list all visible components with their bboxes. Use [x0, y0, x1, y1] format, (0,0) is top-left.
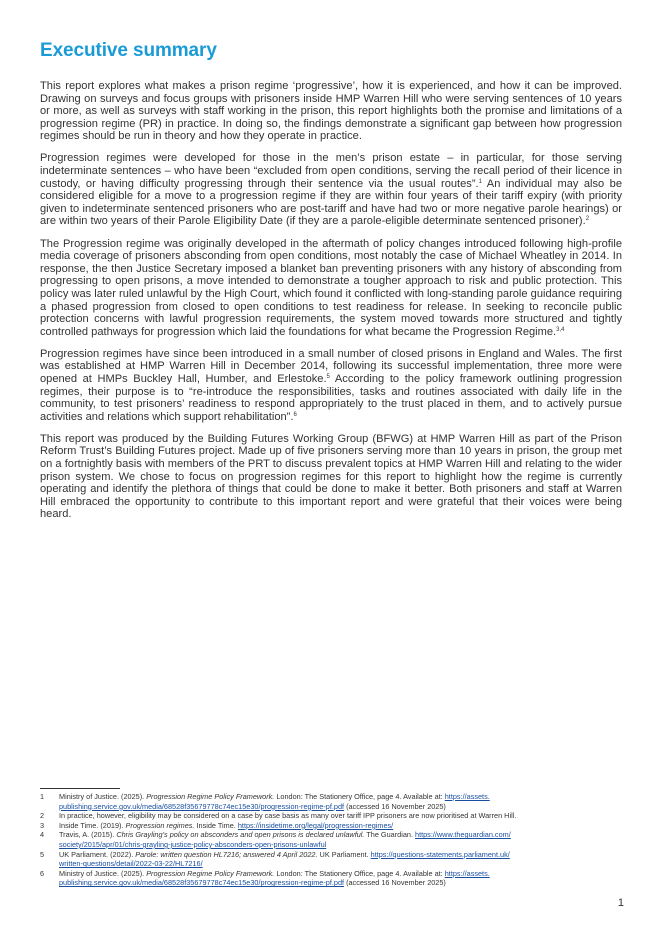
footnote-link[interactable]: https://questions-statements.parliament.uk/ [370, 849, 510, 859]
footnote-list [40, 792, 622, 888]
paragraph-text: The Progression regime was originally developed in the aftermath of policy changes introduced following high-profile media coverage of prisoners absconding from open conditions, most notably the case of Michael Wheatley in 2014. In response, the then Justice Secretary imposed a blanket ban preventing prisoners with any history of absconding from progressing to open prisons, a move intended to demonstrate a tougher approach to risk and public protection. This policy was later ruled unlawful by the High Court, which found it conflicted with long-standing parole guidance requiring a phased progression from closed to open conditions to test readiness for release. In seeking to reconcile public protection concerns with lawful progression requirements, the system moved towards more structured and tightly controlled pathways for progression which laid the foundations for what became the Progression Regime. [40, 237, 622, 338]
paragraph-text: An individual may also be considered eligible for a move to a progression regime if they are within four years of their tariff expiry (with priority given to indeterminate sentenced prisoners who are post-tariff and have had two or more negative parole hearings) or are within two years of their Parole Eligibility Date (if they are a parole-eligible determinate sentenced prisoner). [40, 177, 622, 228]
footnote-segment: Inside Time. [194, 820, 238, 830]
footnote-segment: London: The Stationery Office, page 4. Available at: [274, 792, 445, 801]
footnote-link[interactable]: https://insidetime.org/legal/progression-regimes/ [237, 820, 394, 830]
footnote-title: Progression Regime Policy Framework. [146, 792, 275, 801]
page-title: Executive summary [40, 40, 217, 61]
footnote-ref[interactable]: 5 [326, 373, 330, 380]
footnote-link[interactable]: https://assets. [444, 792, 490, 801]
footnote-segment: Travis, A. (2015). [59, 830, 117, 840]
footnote-link[interactable]: https://assets. [444, 868, 490, 878]
footnote-number: 3 [40, 820, 45, 830]
footnote [40, 811, 622, 821]
footnote-title: Chris Grayling’s policy on absconders and open prisons is declared unlawful. [116, 830, 365, 840]
footnote-segment: London: The Stationery Office, page 4. Available at: [274, 868, 445, 878]
paragraph-text: This report was produced by the Building Futures Working Group (BFWG) at HMP Warren Hill as part of the Prison Reform Trust’s Building Futures project. Made up of five prisoners serving more than 10 years in prison, the group met on a fortnightly basis with members of the PRT to discuss prevalent topics at HMP Warren Hill and relating to the wider prison system. We chose to focus on progression regimes for this report to highlight how the regime is currently operating and identify the plethora of things that could be done to make it better. Both prisoners and staff at Warren Hill embraced the opportunity to contribute to this important report and were grateful that their voices were being heard. [40, 432, 622, 521]
footnote-number: 5 [40, 849, 45, 859]
paragraph [40, 152, 622, 228]
footnote-number: 2 [40, 811, 45, 821]
footnotes [40, 788, 622, 888]
paragraph [40, 348, 622, 424]
paragraph [40, 238, 622, 339]
footnote [40, 821, 622, 831]
footnote-title: Progression Regime Policy Framework. [146, 868, 275, 878]
footnote-link[interactable]: publishing.service.gov.uk/media/68528f35679778c74ec15e30/progression-regime-pf.pdf [59, 801, 345, 811]
footnote-segment: In practice, however, eligibility may be considered on a case by case basis as many over tariff IPP prisoners are now prioritised at Warren Hill. [59, 811, 517, 821]
footnote-segment: Inside Time. (2019). [59, 820, 126, 830]
footnote [40, 830, 622, 849]
paragraph [40, 80, 622, 143]
paragraph-text: According to the policy framework outlining progression regimes, their purpose is to “re-introduce the responsibilities, tasks and routines associated with daily life in the community, to test prisoners’ readiness to respond appropriately to the trust placed in them, and to actively pursue activities and relations which support rehabilitation”. [40, 372, 622, 423]
paragraph [40, 433, 622, 521]
footnote-segment: (accessed 16 November 2025) [344, 878, 446, 888]
footnote-link[interactable]: https://www.theguardian.com/ [415, 830, 511, 840]
paragraph-text: Progression regimes were developed for those in the men’s prison estate – in particular, for those serving indeterminate sentences – who have been “excluded from open conditions, serving the recall period of their licence in custody, or having difficulty progressing through their sentence via the usual routes”. [40, 152, 622, 190]
footnote [40, 869, 622, 888]
footnote-link[interactable]: written-questions/detail/2022-03-22/HL7216/ [59, 859, 203, 869]
footnote-number: 4 [40, 830, 45, 840]
footnote-ref[interactable]: 2 [585, 216, 590, 223]
footnote-segment: Ministry of Justice. (2025). [59, 868, 147, 878]
footnote-number: 6 [40, 868, 45, 878]
footnote-segment: UK Parliament. [317, 849, 371, 859]
footnote [40, 792, 622, 811]
footnote-segment: The Guardian. [364, 830, 416, 840]
footnote-segment: Ministry of Justice. (2025). [59, 792, 147, 801]
footnote-number: 1 [40, 792, 45, 801]
footnote-title: Progression regimes. [125, 820, 195, 830]
footnote-link[interactable]: publishing.service.gov.uk/media/68528f35679778c74ec15e30/progression-regime-pf.pdf [59, 878, 345, 888]
footnote-segment: UK Parliament. (2022). [59, 849, 136, 859]
body-text [40, 80, 622, 531]
paragraph-text: Progression regimes have since been introduced in a small number of closed prisons in England and Wales. The first was established at HMP Warren Hill in December 2014, following its successful implementation, three more were opened at HMPs Buckley Hall, Humber, and Erlestoke. [40, 347, 622, 385]
paragraph-text: This report explores what makes a prison regime ‘progressive’, how it is experienced, and how it can be improved. Drawing on surveys and focus groups with prisoners inside HMP Warren Hill who were serving sentences of 10 years or more, as well as surveys with staff working in the prison, this report highlights both the promise and limitations of a progression regime (PR) in practice. In doing so, the findings demonstrate a significant gap between how progression regimes should be run in theory and how they operate in practice. [40, 80, 622, 143]
footnote-text [59, 811, 622, 821]
footnote-text [59, 821, 622, 831]
footnote-ref[interactable]: 3,4 [556, 326, 565, 333]
page-number: 1 [617, 897, 624, 909]
footnote-text [59, 792, 622, 811]
footnote-text [59, 830, 622, 849]
footnote-ref[interactable]: 1 [478, 178, 482, 185]
footnote [40, 850, 622, 869]
footnote-divider [40, 788, 120, 789]
footnote-text [59, 869, 622, 888]
footnote-segment: (accessed 16 November 2025) [344, 801, 446, 811]
footnote-title: Parole: written question HL7216; answered 4 April 2022. [135, 849, 318, 859]
footnote-link[interactable]: society/2015/apr/01/chris-grayling-justice-policy-absconders-open-prisons-unlawful [59, 839, 327, 849]
footnote-text [59, 850, 622, 869]
footnote-ref[interactable]: 6 [293, 411, 297, 418]
